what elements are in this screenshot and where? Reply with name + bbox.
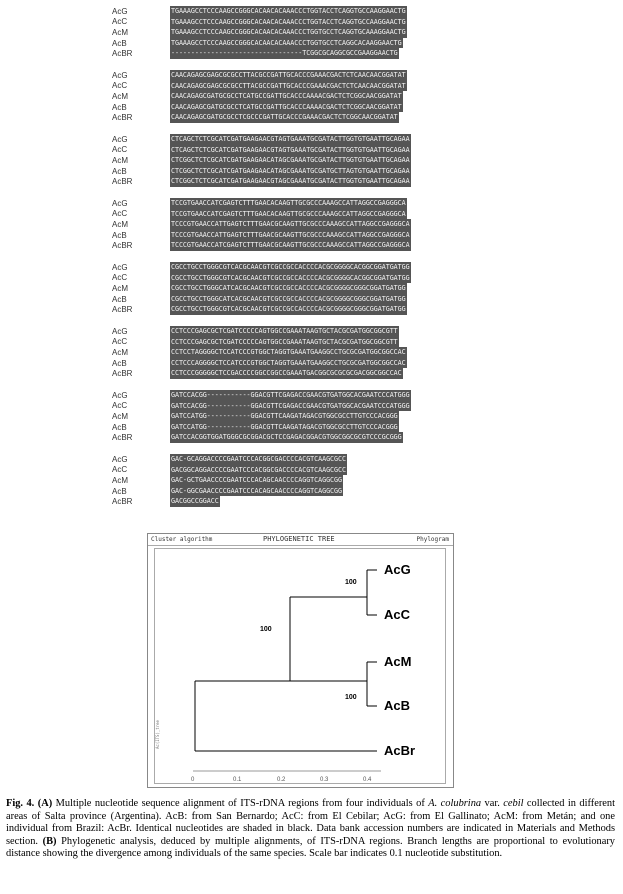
- alignment-block: [108, 390, 411, 443]
- sequence-label: AcM: [112, 475, 128, 485]
- alignment-row: [108, 465, 347, 476]
- sequence-label: AcBR: [112, 433, 133, 443]
- alignment-row: [108, 102, 407, 113]
- sequence-text: CTCGGCTCTCGCATCGATGAAGAACGTAGCGAAATGCGATACTTGGTGTGAATTGCAGAA: [171, 177, 410, 186]
- alignment-row: [108, 390, 411, 401]
- alignment-row: [108, 454, 347, 465]
- alignment-row: [108, 401, 411, 412]
- sequence-text: GACGGCAGGACCCCGAATCCCACGGCGACCCCACGTCAAGCGCC: [171, 465, 346, 474]
- alignment-row: [108, 81, 407, 92]
- sequence-text: CGCCTGCCTGGGCGTCACGCAACGTCGCCGCCACCCCACGCGGGGCACGGCGGATGATGG: [171, 273, 410, 282]
- sequence-label: AcBR: [112, 177, 133, 187]
- sequence-label: AcM: [112, 27, 128, 37]
- sequence-text: TGAAAGCCTCCCAAGCCGGGCACAACACAAACCCTGGTACCTCAGGTGCCAAGGAACTG: [171, 17, 406, 26]
- alignment-block: [108, 198, 411, 251]
- alignment-block: [108, 70, 407, 123]
- alignment-block: [108, 6, 407, 59]
- sequence-text: CGCCTGCCTGGGCGTCACGCAACGTCGCCGCCACCCCACGCGGGGCACGGCGGATGATGG: [171, 263, 410, 271]
- tree-svg: [155, 549, 445, 783]
- alignment-row: [108, 358, 407, 369]
- scale-tick-2: 0.2: [277, 777, 286, 783]
- taxon-acm: AcM: [384, 654, 412, 669]
- sequence-label: AcC: [112, 81, 128, 91]
- sequence-text: CTCAGCTCTCGCATCGATGAAGAACGTAGTGAAATGCGATACTTGGTGTGAATTGCAGAA: [171, 135, 410, 143]
- alignment-row: [108, 496, 347, 507]
- sequence-text: CTCAGCTCTCGCATCGATGAAGAACGTAGTGAAATGCGATACTTGGTGTGAATTGCAGAA: [171, 145, 410, 154]
- figure-caption: [6, 798, 615, 861]
- alignment-row: [108, 198, 411, 209]
- sequence-label: AcC: [112, 337, 128, 347]
- alignment-row: [108, 230, 411, 241]
- phylogenetic-tree-window: [147, 533, 454, 788]
- alignment-row: [108, 368, 407, 379]
- alignment-row: [108, 219, 411, 230]
- sequence-text: CAACAGAGCGAGCGCGCCTTACGCCGATTGCACCCGAAACGACTCTCAACAACGGATAT: [171, 71, 406, 79]
- sequence-text: CAACAGAGCGATGCGCCTCGCCCGATTGCACCCGAAACGACTCTCGGCAACGGATAT: [171, 113, 398, 122]
- taxon-acc: AcC: [384, 607, 411, 622]
- sequence-label: AcB: [112, 486, 127, 496]
- alignment-row: [108, 166, 411, 177]
- sequence-text: TGAAAGCCTCCCAAGCCGGGCACAACACAAACCCTGGTACCTCAGGTGCCAAGGAACTG: [171, 7, 406, 15]
- sequence-label: AcG: [112, 70, 128, 80]
- sequence-text: CCTCCCGGGGGCTCCGACCCCGGCCGGCCGAAATGACGGCGCGCGCGACGGCGGCCAC: [171, 369, 402, 378]
- sequence-label: AcG: [112, 262, 128, 272]
- sequence-label: AcB: [112, 358, 127, 368]
- sequence-text: ---------------------------------TCGGCGCAGGCGCCGAAGGAACTG: [171, 49, 398, 58]
- sequence-text: TCCGTGAACCATCGAGTCTTTGAACACAAGTTGCGCCCAAAGCCATTAGGCCGAGGGCA: [171, 209, 406, 218]
- alignment-row: [108, 240, 411, 251]
- alignment-block: [108, 134, 411, 187]
- alignment-row: [108, 411, 411, 422]
- sequence-label: AcC: [112, 17, 128, 27]
- sequence-label: AcM: [112, 411, 128, 421]
- sequence-text: CGCCTGCCTGGGCGTCACGCAACGTCGCCGCCACCCCACGCGGGGCGGGCGGATGATGG: [171, 305, 406, 314]
- sequence-text: TGAAAGCCTCCCAAGCCGGGCACAACACAAACCCTGGTGCCTCAGGCACAAGGAACTG: [171, 38, 402, 47]
- sequence-label: AcB: [112, 102, 127, 112]
- tree-sidebar-text: Ac(ITS)_tree: [155, 720, 160, 749]
- sequence-text: GAC-GCTGAACCCCGAATCCCACAGCAACCCCAGGTCAGGCGG: [171, 476, 342, 485]
- sequence-text: CTCGGCTCTCGCATCGATGAAGAACATAGCGAAATGCGATGCTTAGTGTGAATTGCAGAA: [171, 166, 410, 175]
- alignment-row: [108, 91, 407, 102]
- sequence-text: GAC-GCAGGACCCCGAATCCCACGGCGACCCCACGTCAAGCGCC: [171, 455, 346, 463]
- alignment-row: [108, 486, 347, 497]
- caption-variety: cebil: [503, 798, 524, 809]
- alignment-row: [108, 27, 407, 38]
- sequence-text: CAACAGAGCGATGCGCCTCATGCCGATTGCACCCAAAACGACTCTCGGCAACGGATAT: [171, 102, 402, 111]
- bootstrap-lower: 100: [345, 694, 357, 701]
- caption-fig-label: Fig. 4.: [6, 798, 35, 809]
- caption-species: A. colubrina: [428, 798, 482, 809]
- alignment-row: [108, 273, 411, 284]
- scale-tick-0: 0: [191, 777, 195, 783]
- caption-part-a: (A): [37, 798, 53, 809]
- sequence-label: AcC: [112, 401, 128, 411]
- caption-text-2: var.: [481, 798, 504, 809]
- alignment-row: [108, 6, 407, 17]
- sequence-text: GATCCACGG-----------GGACGTTCGAGACCGAACGTGATGGCACGAATCCCATGGG: [171, 401, 410, 410]
- sequence-text: GACGGCCGGACC: [171, 497, 219, 506]
- alignment-row: [108, 38, 407, 49]
- sequence-text: TCCGTGAACCATCGAGTCTTTGAACACAAGTTGCGCCCAAAGCCATTAGGCCGAGGGCA: [171, 199, 406, 207]
- sequence-label: AcBR: [112, 497, 133, 507]
- sequence-label: AcC: [112, 209, 128, 219]
- alignment-row: [108, 294, 411, 305]
- caption-text-4: Phylogenetic analysis, deduced by multiple alignments, of ITS-rDNA regions. Branch lengths are proportional to evolutionary distance showing the divergence among individuals of the same species. Scale bar indicates 0.1 nucleotide substitution.: [6, 835, 615, 860]
- taxon-acg: AcG: [384, 562, 411, 577]
- alignment-row: [108, 347, 407, 358]
- sequence-text: CTCGGCTCTCGCATCGATGAAGAACATAGCGAAATGCGATACTTGGTGTGAATTGCAGAA: [171, 156, 410, 165]
- sequence-text: TGAAAGCCTCCCAAGCCGGGCACAACACAAACCCTGGTGCCTCAGGTGCAAAGGAACTG: [171, 28, 406, 37]
- tree-plot-area: [154, 548, 446, 784]
- caption-part-b: (B): [42, 835, 57, 847]
- alignment-row: [108, 475, 347, 486]
- alignment-row: [108, 262, 411, 273]
- scale-tick-3: 0.3: [320, 777, 329, 783]
- alignment-block: [108, 326, 407, 379]
- taxon-acb: AcB: [384, 698, 411, 713]
- sequence-label: AcBR: [112, 305, 133, 315]
- sequence-text: CGCCTGCCTGGGCATCACGCAACGTCGCCGCCACCCCACGCGGGGCGGGCGGATGATGG: [171, 284, 406, 293]
- sequence-text: CCTCCCGAGCGCTCGATCCCCCAGTGGCCGAAATAAGTGCTACGCGATGGCGGCGTT: [171, 327, 398, 335]
- sequence-label: AcG: [112, 198, 128, 208]
- sequence-text: CAACAGAGCGAGCGCGCCTTACGCCGATTGCACCCGAAACGACTCTCAACAACGGATAT: [171, 81, 406, 90]
- alignment-row: [108, 209, 411, 220]
- sequence-label: AcB: [112, 230, 127, 240]
- alignment-block: [108, 454, 347, 507]
- scale-tick-4: 0.4: [363, 777, 372, 783]
- sequence-text: GATCCATGG-----------GGACGTTCAAGATAGACGTGGCGCCTTGTCCCACGGG: [171, 422, 398, 431]
- alignment-row: [108, 134, 411, 145]
- tree-header-title: PHYLOGENETIC TREE: [263, 535, 335, 543]
- sequence-label: AcG: [112, 454, 128, 464]
- sequence-text: GATCCATGG-----------GGACGTTCAAGATAGACGTGGCGCCTTGTCCCACGGG: [171, 412, 398, 421]
- alignment-row: [108, 70, 407, 81]
- sequence-label: AcBR: [112, 49, 133, 59]
- taxon-acbr: AcBr: [384, 743, 416, 758]
- tree-header-left: Cluster algorithm: [151, 536, 213, 543]
- alignment-row: [108, 17, 407, 28]
- bootstrap-internal: 100: [260, 626, 272, 633]
- alignment-row: [108, 326, 407, 337]
- alignment-row: [108, 304, 411, 315]
- sequence-label: AcM: [112, 347, 128, 357]
- sequence-label: AcBR: [112, 241, 133, 251]
- sequence-label: AcM: [112, 219, 128, 229]
- alignment-row: [108, 422, 411, 433]
- tree-header: [148, 534, 453, 546]
- alignment-row: [108, 48, 407, 59]
- sequence-label: AcBR: [112, 369, 133, 379]
- sequence-label: AcG: [112, 326, 128, 336]
- sequence-text: TCCCGTGAACCATTGAGTCTTTGAACGCAAGTTGCGCCCAAAGCCATTAGGCCGAGGGCA: [171, 220, 410, 229]
- caption-text-1: Multiple nucleotide sequence alignment of ITS-rDNA regions from four individuals of: [52, 798, 429, 809]
- sequence-label: AcB: [112, 38, 127, 48]
- sequence-text: GATCCACGGTGGATGGGCGCGGACGCTCCGAGACGGACGTGGCGGCGCGTCCCGCGGG: [171, 433, 402, 442]
- sequence-label: AcB: [112, 422, 127, 432]
- sequence-text: TCCCGTGAACCATTGAGTCTTTGAACGCAAGTTGCGCCCAAAGCCATTAGGCCGAGGGCA: [171, 230, 410, 239]
- sequence-text: TCCCGTGAACCATCGAGTCTTTGAACGCAAGTTGCGCCCAAAGCCATTAGGCCGAGGGCA: [171, 241, 410, 250]
- scale-tick-1: 0.1: [233, 777, 242, 783]
- sequence-label: AcM: [112, 155, 128, 165]
- sequence-label: AcG: [112, 134, 128, 144]
- alignment-row: [108, 432, 411, 443]
- tree-header-right: Phylogram: [416, 536, 449, 543]
- sequence-text: CGCCTGCCTGGGCATCACGCAACGTCGCCGCCACCCCACGCGGGGCGGGCGGATGATGG: [171, 294, 406, 303]
- alignment-row: [108, 112, 407, 123]
- sequence-label: AcC: [112, 273, 128, 283]
- bootstrap-upper: 100: [345, 579, 357, 586]
- sequence-label: AcB: [112, 294, 127, 304]
- alignment-block: [108, 262, 411, 315]
- sequence-label: AcG: [112, 6, 128, 16]
- sequence-label: AcB: [112, 166, 127, 176]
- sequence-label: AcM: [112, 91, 128, 101]
- sequence-text: CAACAGAGCGATGCGCCTCATGCCGATTGCACCCAAAACGACTCTCGGCAACGGATAT: [171, 92, 402, 101]
- alignment-row: [108, 283, 411, 294]
- sequence-label: AcC: [112, 145, 128, 155]
- sequence-label: AcM: [112, 283, 128, 293]
- caption-text-3: collected in different areas of Salta province (Argentina). AcB: from San Bernardo; AcC: from El Cebilar; AcG: from El Gallinato; AcM: from Metán; and one individual from Brazil: AcBr. Identical nucleotides are shaded in black. Data bank accession numbers are indicated in Materials and Methods section.: [6, 798, 615, 847]
- sequence-text: GAC-GGCGAACCCCGAATCCCACAGCAACCCCAGGTCAGGCGG: [171, 486, 342, 495]
- alignment-row: [108, 176, 411, 187]
- sequence-label: AcC: [112, 465, 128, 475]
- alignment-row: [108, 155, 411, 166]
- sequence-text: CCTCCTAGGGGCTCCATCCCGTGGCTAGGTGAAATGAAGGCCTGCGCGATGGCGGCCAC: [171, 348, 406, 357]
- alignment-row: [108, 337, 407, 348]
- sequence-text: CCTCCCGAGCGCTCGATCCCCCAGTGGCCGAAATAAGTGCTACGCGATGGCGGCGTT: [171, 337, 398, 346]
- sequence-text: GATCCACGG-----------GGACGTTCGAGACCGAACGTGATGGCACGAATCCCATGGG: [171, 391, 410, 399]
- sequence-text: CCTCCCAGGGGCTCCATCCCGTGGCTAGGTGAAATGAAGGCCTGCGCGATGGCGGCCAC: [171, 358, 406, 367]
- sequence-label: AcBR: [112, 113, 133, 123]
- sequence-label: AcG: [112, 390, 128, 400]
- alignment-row: [108, 145, 411, 156]
